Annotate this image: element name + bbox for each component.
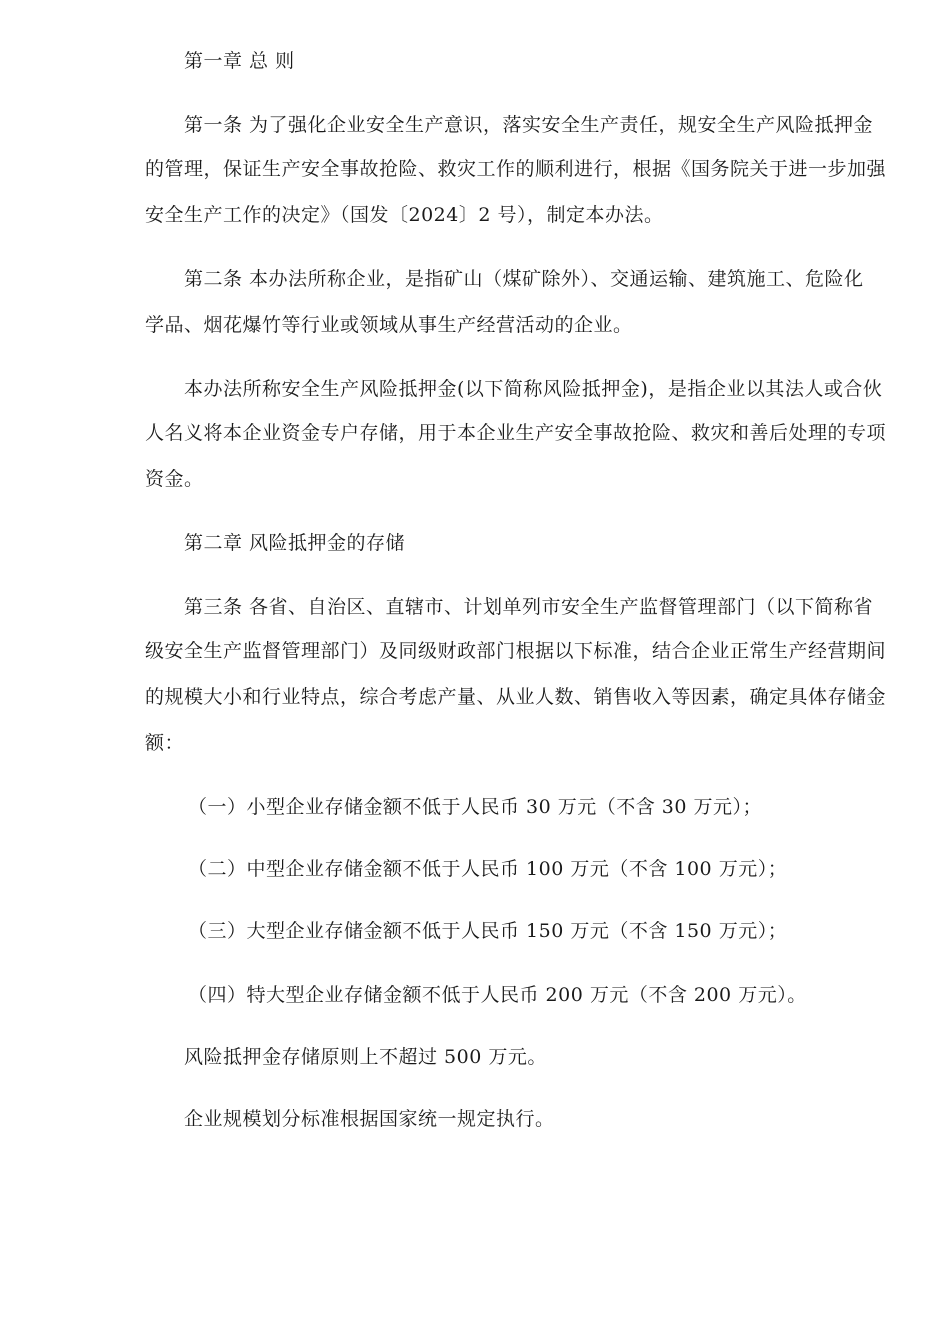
article-3-line-1: 第三条 各省、自治区、直辖市、计划单列市安全生产监督管理部门（以下简称省 xyxy=(184,596,874,618)
size-standard-note: 企业规模划分标准根据国家统一规定执行。 xyxy=(184,1108,555,1130)
article-3-line-4: 额： xyxy=(145,732,185,754)
article-2-line-2: 学品、烟花爆竹等行业或领域从事生产经营活动的企业。 xyxy=(145,314,633,336)
list-item-small: （一）小型企业存储金额不低于人民币 30 万元（不含 30 万元）； xyxy=(188,796,763,818)
list-item-large: （三）大型企业存储金额不低于人民币 150 万元（不含 150 万元）； xyxy=(188,920,788,942)
chapter-2-heading: 第二章 风险抵押金的存储 xyxy=(184,532,406,554)
article-2-para-2-line-2: 人名义将本企业资金专户存储，用于本企业生产安全事故抢险、救灾和善后处理的专项 xyxy=(145,422,887,444)
article-1-line-2: 的管理，保证生产安全事故抢险、救灾工作的顺利进行，根据《国务院关于进一步加强 xyxy=(145,158,887,180)
article-2-para-2-line-3: 资金。 xyxy=(145,468,204,490)
cap-note: 风险抵押金存储原则上不超过 500 万元。 xyxy=(184,1046,547,1068)
article-3-line-3: 的规模大小和行业特点，综合考虑产量、从业人数、销售收入等因素，确定具体存储金 xyxy=(145,686,887,708)
article-2-line-1: 第二条 本办法所称企业，是指矿山（煤矿除外）、交通运输、建筑施工、危险化 xyxy=(184,268,864,290)
list-item-medium: （二）中型企业存储金额不低于人民币 100 万元（不含 100 万元）； xyxy=(188,858,788,880)
article-1-line-3: 安全生产工作的决定》（国发〔2024〕2 号），制定本办法。 xyxy=(145,204,664,226)
article-2-para-2-line-1: 本办法所称安全生产风险抵押金(以下简称风险抵押金)，是指企业以其法人或合伙 xyxy=(184,378,883,400)
chapter-1-heading: 第一章 总 则 xyxy=(184,50,295,72)
article-3-line-2: 级安全生产监督管理部门）及同级财政部门根据以下标准，结合企业正常生产经营期间 xyxy=(145,640,887,662)
list-item-extra-large: （四）特大型企业存储金额不低于人民币 200 万元（不含 200 万元）。 xyxy=(188,984,807,1006)
article-1-line-1: 第一条 为了强化企业安全生产意识，落实安全生产责任，规安全生产风险抵押金 xyxy=(184,114,874,136)
